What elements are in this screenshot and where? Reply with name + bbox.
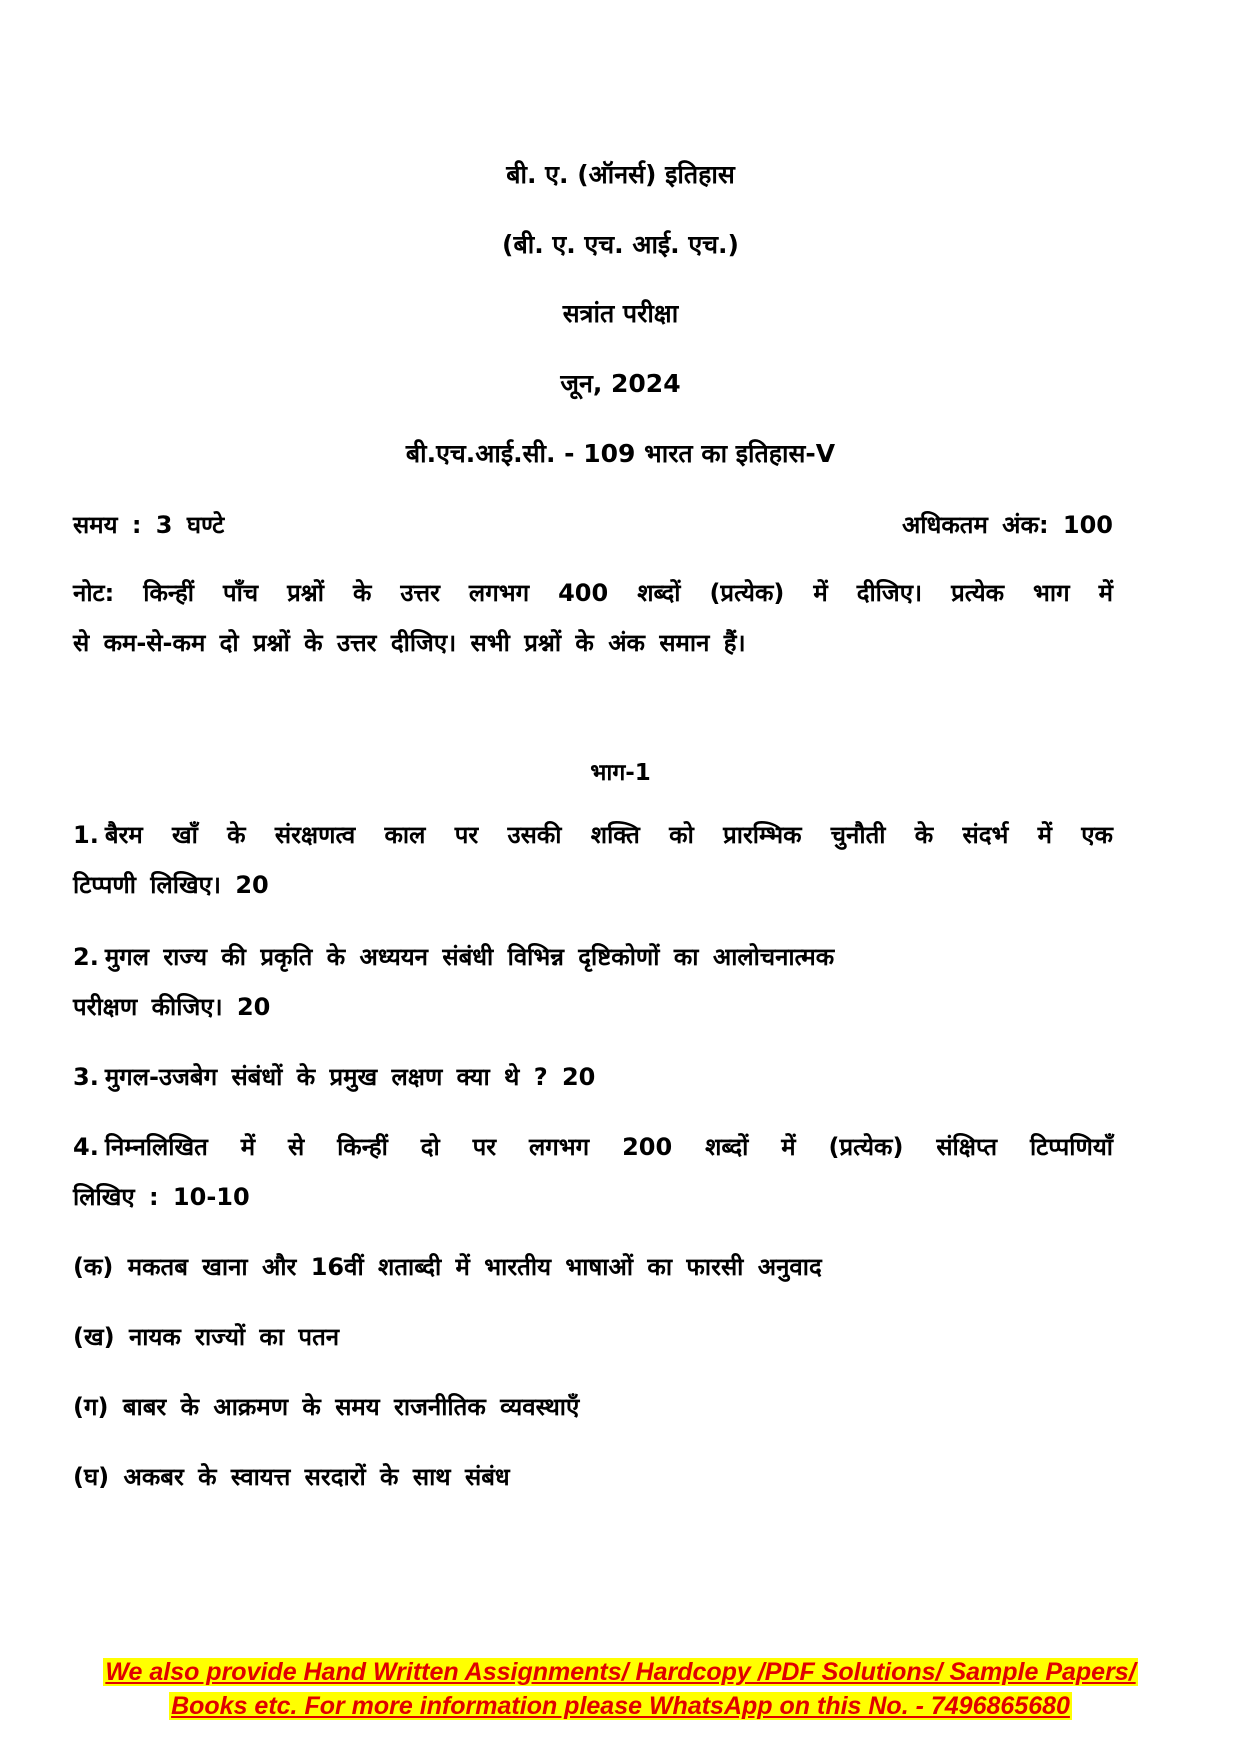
sub-item-text: नायक राज्यों का पतन: [128, 1323, 340, 1351]
question-1-line-2: टिप्पणी लिखिए। 20: [73, 871, 269, 899]
question-number: 1.: [73, 821, 99, 849]
question-1-line-1: [73, 818, 1113, 852]
time-allowed: समय : 3 घण्टे: [73, 511, 225, 539]
sub-item-label: (क): [73, 1253, 114, 1281]
sub-item-label: (घ): [73, 1463, 110, 1491]
exam-meta-row: [73, 508, 1113, 542]
exam-session: जून, 2024: [560, 369, 681, 398]
instructions-line-1: नोट: किन्हीं पाँच प्रश्नों के उत्तर लगभग 400 शब्दों (प्रत्येक) में दीजिए। प्रत्येक भाग में: [73, 579, 1113, 607]
sub-item-gha: [73, 1460, 1113, 1494]
sub-item-ka: [73, 1250, 1113, 1284]
question-2-line-2: परीक्षण कीजिए। 20: [73, 993, 271, 1021]
question-text: मुगल-उजबेग संबंधों के प्रमुख लक्षण क्या थे ? 20: [104, 1063, 596, 1091]
promo-banner-line-2: [0, 1690, 1241, 1722]
question-text: बैरम खाँ के संरक्षणत्व काल पर उसकी शक्ति को प्रारम्भिक चुनौती के संदर्भ में एक: [104, 821, 1113, 849]
exam-type: सत्रांत परीक्षा: [562, 299, 679, 328]
course-title: बी.एच.आई.सी. - 109 भारत का इतिहास-V: [405, 439, 836, 468]
question-number: 4.: [73, 1133, 99, 1161]
sub-item-kha: [73, 1320, 1113, 1354]
question-4-line-1: [73, 1130, 1113, 1164]
program-code: (बी. ए. एच. आई. एच.): [502, 230, 739, 259]
question-4-line-2: लिखिए : 10-10: [73, 1183, 250, 1211]
question-number: 3.: [73, 1063, 99, 1091]
instructions-line-2: से कम-से-कम दो प्रश्नों के उत्तर दीजिए। सभी प्रश्नों के अंक समान हैं।: [73, 629, 746, 657]
program-title: बी. ए. (ऑनर्स) इतिहास: [506, 160, 735, 189]
sub-item-text: बाबर के आक्रमण के समय राजनीतिक व्यवस्थाएँ: [122, 1393, 580, 1421]
promo-text: Books etc. For more information please WhatsApp on this No. - 7496865680: [171, 1692, 1070, 1720]
sub-item-label: (ग): [73, 1393, 109, 1421]
sub-item-ga: [73, 1390, 1113, 1424]
question-text: मुगल राज्य की प्रकृति के अध्ययन संबंधी विभिन्न दृष्टिकोणों का आलोचनात्मक: [104, 943, 835, 971]
promo-text: We also provide Hand Written Assignments/ Hardcopy /PDF Solutions/ Sample Papers/: [105, 1658, 1136, 1686]
promo-banner-line-1: [0, 1656, 1241, 1688]
question-text: निम्नलिखित में से किन्हीं दो पर लगभग 200 शब्दों में (प्रत्येक) संक्षिप्त टिप्पणियाँ: [104, 1133, 1113, 1161]
question-number: 2.: [73, 943, 99, 971]
question-2-line-1: [73, 940, 1113, 974]
section-title: भाग-1: [590, 760, 651, 786]
sub-item-text: मकतब खाना और 16वीं शताब्दी में भारतीय भाषाओं का फारसी अनुवाद: [127, 1253, 822, 1281]
sub-item-text: अकबर के स्वायत्त सरदारों के साथ संबंध: [123, 1463, 510, 1491]
maximum-marks: अधिकतम अंक: 100: [902, 511, 1113, 539]
question-3-line-1: [73, 1060, 1113, 1094]
sub-item-label: (ख): [73, 1323, 115, 1351]
